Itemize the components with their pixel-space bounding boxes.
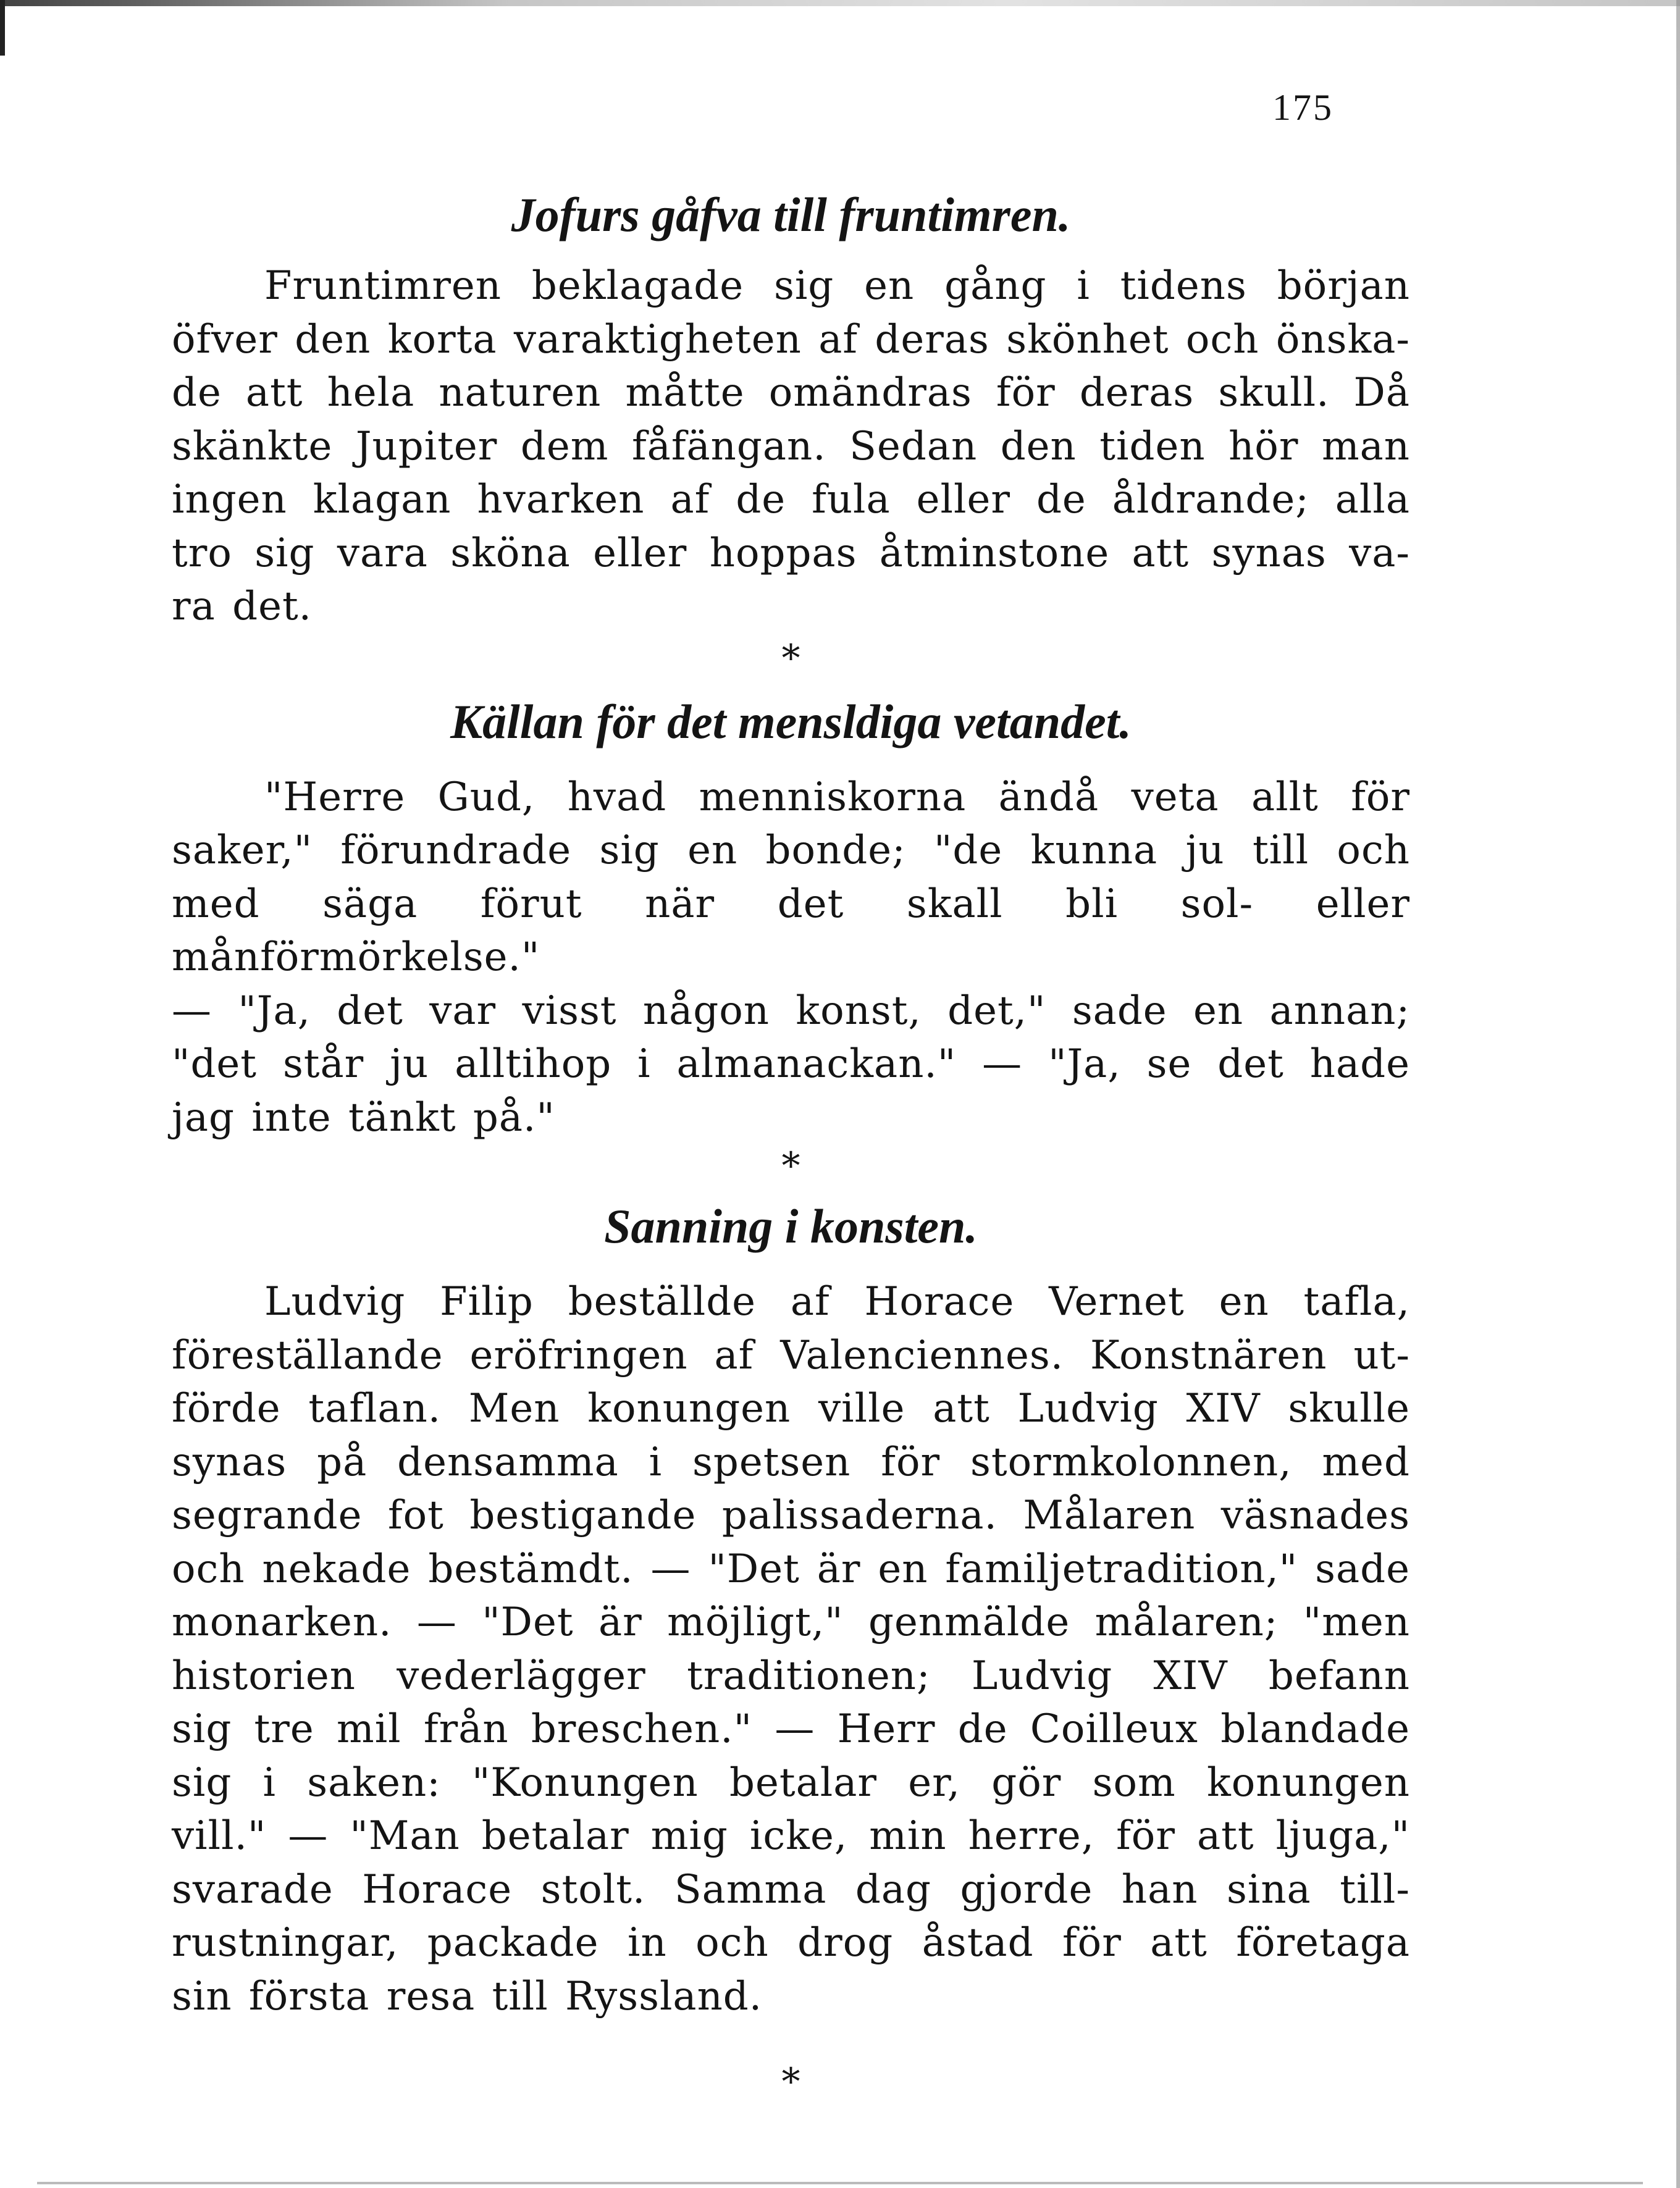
- text-line: synas på densamma i spetsen för stormkolonnen, med: [172, 1439, 1410, 1485]
- section-paragraph: [172, 771, 1410, 1145]
- text-line: föreställande eröfringen af Valenciennes. Konstnären ut-: [172, 1332, 1410, 1378]
- text-line: med säga förut när det skall bli sol- eller månförmörkelse.": [172, 881, 1410, 980]
- text-line: jag inte tänkt på.": [172, 1094, 555, 1141]
- text-line: ingen klagan hvarken af de fula eller de åldrande; alla: [172, 477, 1410, 522]
- scan-edge-top: [0, 0, 1680, 6]
- text-line: "det står ju alltihop i almanackan." — "Ja, se det hade: [172, 1041, 1410, 1087]
- text-line: saker," förundrade sig en bonde; "de kunna ju till och: [172, 828, 1410, 873]
- text-line: de att hela naturen måtte omändras för deras skull. Då: [172, 370, 1410, 416]
- scan-edge-bottom: [37, 2182, 1643, 2184]
- page-number: 175: [1272, 87, 1334, 128]
- text-line: tro sig vara sköna eller hoppas åtminstone att synas va-: [172, 530, 1410, 576]
- section-paragraph: [172, 259, 1410, 634]
- section-separator: *: [781, 636, 800, 680]
- text-line: sig i saken: "Konungen betalar er, gör som konungen: [172, 1759, 1410, 1806]
- page-content: [172, 185, 1410, 2103]
- text-line: Ludvig Filip beställde af Horace Vernet en tafla,: [264, 1279, 1410, 1325]
- scan-edge-right: [1676, 0, 1680, 2188]
- text-line: historien vederlägger traditionen; Ludvig XIV befann: [172, 1653, 1410, 1699]
- section-title: Jofurs gåfva till fruntimren.: [511, 188, 1071, 241]
- text-line: vill." — "Man betalar mig icke, min herre, för att ljuga,": [172, 1813, 1410, 1859]
- text-line: monarken. — "Det är möjligt," genmälde målaren; "men: [172, 1599, 1410, 1645]
- text-line: segrande fot bestigande palissaderna. Målaren väsnades: [172, 1493, 1410, 1538]
- section-separator: *: [781, 1144, 800, 1188]
- text-line: skänkte Jupiter dem fåfängan. Sedan den tiden hör man: [172, 423, 1410, 469]
- text-line: "Herre Gud, hvad menniskorna ändå veta allt för: [264, 774, 1410, 820]
- text-line: svarade Horace stolt. Samma dag gjorde han sina till-: [172, 1866, 1410, 1913]
- section-title: Sanning i konsten.: [604, 1199, 978, 1253]
- text-line: — "Ja, det var visst någon konst, det," sade en annan;: [172, 987, 1410, 1034]
- section-paragraph: [172, 1275, 1410, 2023]
- text-line: förde taflan. Men konungen ville att Ludvig XIV skulle: [172, 1386, 1410, 1431]
- section-title: Källan för det mensldiga vetandet.: [450, 694, 1132, 748]
- text-line: och nekade bestämdt. — "Det är en familjetradition," sade: [172, 1546, 1410, 1592]
- text-line: ra det.: [172, 584, 312, 629]
- text-line: rustningar, packade in och drog åstad för att företaga: [172, 1920, 1410, 1966]
- text-line: öfver den korta varaktigheten af deras skönhet och önska-: [172, 316, 1410, 363]
- text-line: sin första resa till Ryssland.: [172, 1973, 763, 2019]
- scan-edge-left: [0, 0, 5, 56]
- section-separator: *: [781, 2060, 800, 2103]
- text-line: Fruntimren beklagade sig en gång i tidens början: [264, 263, 1410, 309]
- text-line: sig tre mil från breschen." — Herr de Coilleux blandade: [172, 1706, 1410, 1752]
